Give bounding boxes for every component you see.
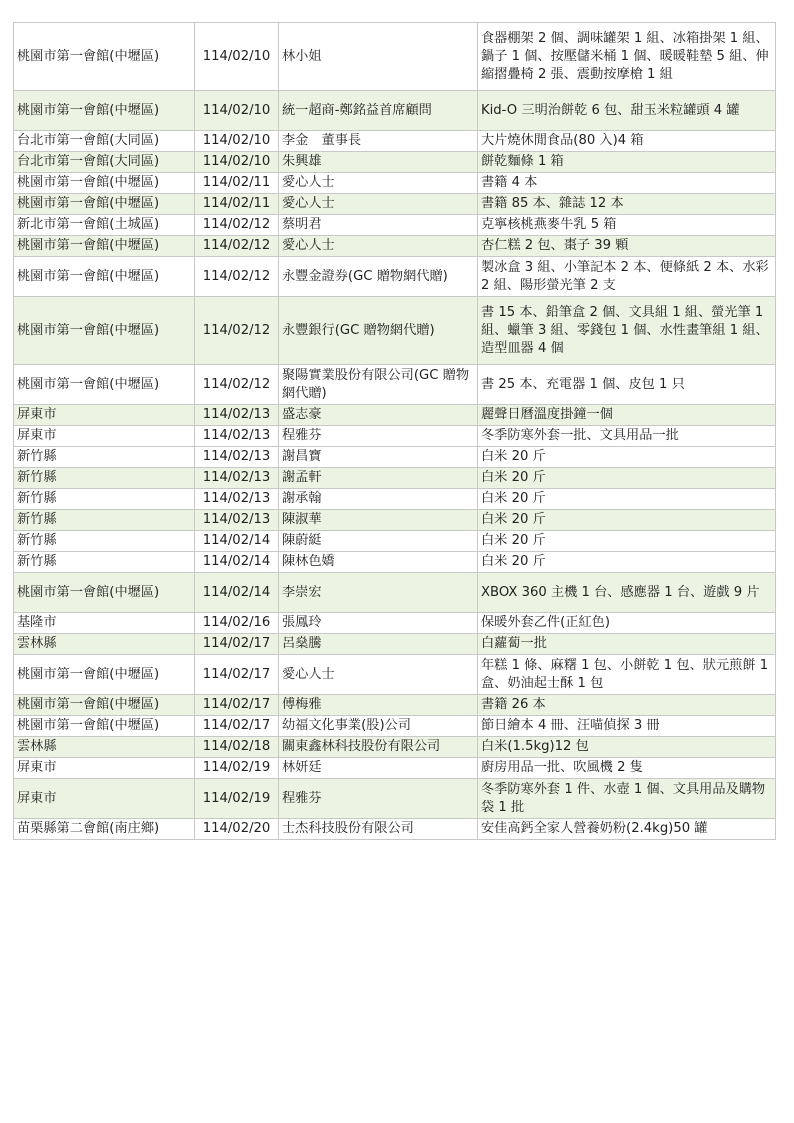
date-cell: 114/02/19 [195,779,279,819]
table-row [14,779,776,819]
date-cell: 114/02/17 [195,634,279,655]
table-row [14,447,776,468]
table-row [14,819,776,840]
unit-cell: 新竹縣 [14,489,195,510]
date-cell: 114/02/13 [195,489,279,510]
date-cell: 114/02/13 [195,426,279,447]
unit-cell: 新竹縣 [14,510,195,531]
unit-cell: 新北市第一會館(土城區) [14,215,195,236]
date-cell: 114/02/12 [195,215,279,236]
items-cell: 書 25 本、充電器 1 個、皮包 1 只 [478,365,776,405]
donor-cell: 程雅芬 [279,426,478,447]
donor-cell: 謝昌寶 [279,447,478,468]
unit-cell: 桃園市第一會館(中壢區) [14,297,195,365]
date-cell: 114/02/14 [195,531,279,552]
items-cell: 白米 20 斤 [478,510,776,531]
items-cell: 廚房用品一批、吹風機 2 隻 [478,758,776,779]
unit-cell: 桃園市第一會館(中壢區) [14,573,195,613]
items-cell: 白米 20 斤 [478,468,776,489]
date-cell: 114/02/12 [195,297,279,365]
items-cell: 書籍 4 本 [478,173,776,194]
unit-cell: 桃園市第一會館(中壢區) [14,257,195,297]
table-row [14,152,776,173]
unit-cell: 桃園市第一會館(中壢區) [14,236,195,257]
items-cell: 書籍 26 本 [478,695,776,716]
unit-cell: 雲林縣 [14,634,195,655]
donor-cell: 愛心人士 [279,655,478,695]
table-row [14,634,776,655]
date-cell: 114/02/13 [195,405,279,426]
unit-cell: 苗栗縣第二會館(南庄鄉) [14,819,195,840]
unit-cell: 雲林縣 [14,737,195,758]
items-cell: 克寧核桃燕麥牛乳 5 箱 [478,215,776,236]
donor-cell: 朱興雄 [279,152,478,173]
date-cell: 114/02/16 [195,613,279,634]
items-cell: 白蘿蔔一批 [478,634,776,655]
table-row [14,573,776,613]
unit-cell: 屏東市 [14,426,195,447]
table-row [14,215,776,236]
donor-cell: 永豐銀行(GC 贈物網代贈) [279,297,478,365]
unit-cell: 新竹縣 [14,552,195,573]
items-cell: 白米 20 斤 [478,552,776,573]
date-cell: 114/02/11 [195,194,279,215]
unit-cell: 屏東市 [14,779,195,819]
unit-cell: 桃園市第一會館(中壢區) [14,695,195,716]
donation-table [13,22,776,840]
items-cell: 麗聲日曆溫度掛鐘一個 [478,405,776,426]
date-cell: 114/02/12 [195,257,279,297]
items-cell: 書 15 本、鉛筆盒 2 個、文具組 1 組、螢光筆 1 組、蠟筆 3 組、零錢包 1 個、水性畫筆組 1 組、造型皿器 4 個 [478,297,776,365]
table-row [14,173,776,194]
date-cell: 114/02/13 [195,510,279,531]
date-cell: 114/02/17 [195,716,279,737]
date-cell: 114/02/20 [195,819,279,840]
donor-cell: 統一超商-鄭銘益首席顧問 [279,91,478,131]
unit-cell: 桃園市第一會館(中壢區) [14,23,195,91]
items-cell: XBOX 360 主機 1 台、感應器 1 台、遊戲 9 片 [478,573,776,613]
donor-cell: 永豐金證券(GC 贈物網代贈) [279,257,478,297]
donor-cell: 盛志豪 [279,405,478,426]
items-cell: 節日繪本 4 冊、汪喵偵探 3 冊 [478,716,776,737]
date-cell: 114/02/18 [195,737,279,758]
items-cell: 書籍 85 本、雜誌 12 本 [478,194,776,215]
date-cell: 114/02/10 [195,91,279,131]
date-cell: 114/02/17 [195,655,279,695]
date-cell: 114/02/10 [195,152,279,173]
donor-cell: 陳淑華 [279,510,478,531]
table-row [14,716,776,737]
donor-cell: 愛心人士 [279,194,478,215]
donor-cell: 幼福文化事業(股)公司 [279,716,478,737]
table-row [14,531,776,552]
unit-cell: 台北市第一會館(大同區) [14,131,195,152]
date-cell: 114/02/11 [195,173,279,194]
date-cell: 114/02/19 [195,758,279,779]
items-cell: 大片燒休閒食品(80 入)4 箱 [478,131,776,152]
table-row [14,489,776,510]
items-cell: 冬季防寒外套一批、文具用品一批 [478,426,776,447]
unit-cell: 新竹縣 [14,531,195,552]
table-row [14,365,776,405]
donor-cell: 程雅芬 [279,779,478,819]
unit-cell: 台北市第一會館(大同區) [14,152,195,173]
table-row [14,405,776,426]
donor-cell: 呂燊騰 [279,634,478,655]
donor-cell: 蔡明君 [279,215,478,236]
date-cell: 114/02/14 [195,573,279,613]
table-row [14,236,776,257]
date-cell: 114/02/13 [195,468,279,489]
date-cell: 114/02/13 [195,447,279,468]
unit-cell: 新竹縣 [14,447,195,468]
unit-cell: 桃園市第一會館(中壢區) [14,194,195,215]
items-cell: 餅乾麵條 1 箱 [478,152,776,173]
items-cell: 保暖外套乙件(正紅色) [478,613,776,634]
items-cell: 安佳高鈣全家人營養奶粉(2.4kg)50 罐 [478,819,776,840]
table-row [14,194,776,215]
unit-cell: 新竹縣 [14,468,195,489]
unit-cell: 屏東市 [14,758,195,779]
table-row [14,297,776,365]
date-cell: 114/02/14 [195,552,279,573]
unit-cell: 桃園市第一會館(中壢區) [14,716,195,737]
donor-cell: 陳林色嬌 [279,552,478,573]
table-row [14,468,776,489]
items-cell: 製冰盒 3 組、小筆記本 2 本、便條紙 2 本、水彩 2 組、陽形螢光筆 2 支 [478,257,776,297]
table-row [14,257,776,297]
donor-cell: 聚陽實業股份有限公司(GC 贈物網代贈) [279,365,478,405]
items-cell: 食器棚架 2 個、調味罐架 1 組、冰箱掛架 1 組、鍋子 1 個、按壓儲米桶 1 個、暖暖鞋墊 5 組、伸縮摺疊椅 2 張、震動按摩槍 1 組 [478,23,776,91]
donor-cell: 士杰科技股份有限公司 [279,819,478,840]
items-cell: 白米 20 斤 [478,447,776,468]
table-row [14,91,776,131]
items-cell: 白米 20 斤 [478,489,776,510]
donor-cell: 關東鑫林科技股份有限公司 [279,737,478,758]
donor-cell: 謝孟軒 [279,468,478,489]
unit-cell: 桃園市第一會館(中壢區) [14,655,195,695]
donor-cell: 愛心人士 [279,236,478,257]
table-row [14,552,776,573]
donor-cell: 愛心人士 [279,173,478,194]
table-row [14,655,776,695]
table-row [14,426,776,447]
donor-cell: 李金 董事長 [279,131,478,152]
unit-cell: 桃園市第一會館(中壢區) [14,173,195,194]
table-row [14,695,776,716]
items-cell: 白米(1.5kg)12 包 [478,737,776,758]
items-cell: 白米 20 斤 [478,531,776,552]
table-row [14,510,776,531]
unit-cell: 桃園市第一會館(中壢區) [14,91,195,131]
donor-cell: 張鳳玲 [279,613,478,634]
items-cell: Kid-O 三明治餅乾 6 包、甜玉米粒罐頭 4 罐 [478,91,776,131]
table-row [14,23,776,91]
unit-cell: 基隆市 [14,613,195,634]
table-row [14,758,776,779]
donor-cell: 陳蔚綎 [279,531,478,552]
donor-cell: 林妍廷 [279,758,478,779]
date-cell: 114/02/12 [195,236,279,257]
table-row [14,737,776,758]
donor-cell: 傅梅雅 [279,695,478,716]
donor-cell: 林小姐 [279,23,478,91]
date-cell: 114/02/17 [195,695,279,716]
date-cell: 114/02/12 [195,365,279,405]
table-row [14,613,776,634]
items-cell: 冬季防寒外套 1 件、水壺 1 個、文具用品及購物袋 1 批 [478,779,776,819]
table-row [14,131,776,152]
items-cell: 杏仁糕 2 包、棗子 39 顆 [478,236,776,257]
date-cell: 114/02/10 [195,131,279,152]
items-cell: 年糕 1 條、麻糬 1 包、小餅乾 1 包、狀元煎餅 1 盒、奶油起士酥 1 包 [478,655,776,695]
donor-cell: 謝承翰 [279,489,478,510]
date-cell: 114/02/10 [195,23,279,91]
donor-cell: 李崇宏 [279,573,478,613]
unit-cell: 屏東市 [14,405,195,426]
unit-cell: 桃園市第一會館(中壢區) [14,365,195,405]
